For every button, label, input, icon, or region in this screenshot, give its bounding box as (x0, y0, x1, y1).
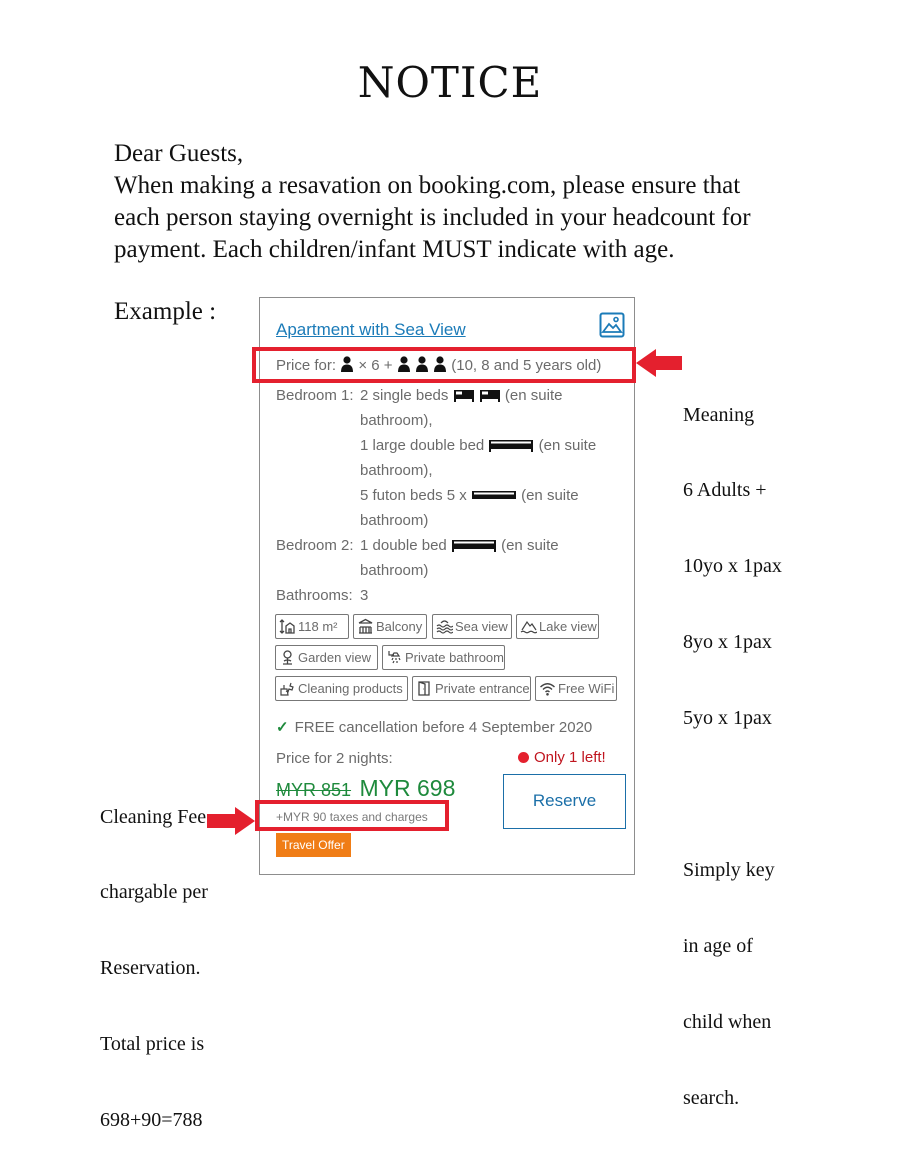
bed-line (360, 487, 579, 504)
note-line: 6 Adults + (683, 479, 767, 502)
arrow-left-icon (636, 348, 682, 378)
cleaning-fee-note (100, 754, 208, 1159)
bed-suffix: (en suite (504, 387, 563, 404)
intro-line-2: each person staying overnight is included in your headcount for (114, 204, 751, 231)
bed-continuation: bathroom) (360, 562, 429, 579)
arrow-right-icon (207, 807, 255, 835)
note-spacer (683, 782, 782, 807)
intro-paragraph (114, 138, 834, 266)
example-label: Example : (114, 298, 217, 325)
checkmark-icon: ✓ (276, 719, 289, 736)
adults-multiplier: × 6 + (358, 357, 393, 374)
bed-line (360, 437, 596, 454)
double-bed-icon (451, 538, 497, 552)
facility-label: Lake view (539, 619, 597, 634)
intro-line-3: payment. Each children/infant MUST indicate with age. (114, 236, 675, 263)
bed-continuation: bathroom) (360, 512, 429, 529)
free-cancellation (276, 718, 592, 736)
bed-suffix: (en suite (521, 487, 579, 504)
photo-gallery-icon[interactable] (599, 312, 625, 343)
bedroom-2-label: Bedroom 2: (276, 537, 354, 554)
shower-icon (386, 649, 403, 666)
facility-label: Private entrance (435, 681, 530, 696)
facility-tag-free-wifi (535, 676, 617, 701)
facility-tag-lake-view (516, 614, 599, 639)
note-line: search. (683, 1086, 740, 1109)
facility-label: Free WiFi (558, 681, 615, 696)
futon-bed-icon (471, 488, 517, 502)
only-left-text: Only 1 left! (534, 749, 606, 766)
facility-tag-balcony (353, 614, 427, 639)
facility-tag-garden-view (275, 645, 378, 670)
note-line: Cleaning Fee (100, 805, 207, 828)
bed-text: 1 double bed (360, 537, 447, 554)
availability-warning (518, 749, 606, 766)
note-line: chargable per (100, 881, 208, 904)
red-dot-icon (518, 752, 529, 763)
facility-tag-sea-view (432, 614, 512, 639)
facility-label: 118 m² (298, 619, 338, 634)
wifi-icon (539, 680, 556, 697)
room-size-icon (279, 618, 296, 635)
door-icon (416, 680, 433, 697)
apartment-link[interactable]: Apartment with Sea View (276, 320, 466, 339)
bedroom-2-row (276, 537, 559, 554)
large-double-bed-icon (488, 438, 534, 452)
note-line: Simply key (683, 858, 775, 881)
single-bed-icon (479, 388, 501, 402)
note-line: 10yo x 1pax (683, 555, 782, 578)
bathrooms-row (276, 587, 368, 604)
intro-line-1: When making a resavation on booking.com, please ensure that (114, 172, 741, 199)
taxes-highlight-box (255, 800, 449, 831)
free-cancellation-text: FREE cancellation before 4 September 2020 (294, 719, 593, 736)
bathrooms-label: Bathrooms: (276, 587, 353, 604)
bedroom-1-label: Bedroom 1: (276, 387, 354, 404)
taxes-text: +MYR 90 taxes and charges (276, 810, 428, 824)
meaning-note (683, 352, 782, 1136)
bed-continuation: bathroom), (360, 412, 433, 429)
new-price: MYR 698 (359, 775, 456, 801)
bathrooms-value: 3 (360, 587, 369, 604)
bed-text: 2 single beds (360, 387, 449, 404)
note-line: child when (683, 1010, 772, 1033)
note-line: 8yo x 1pax (683, 631, 772, 654)
bed-suffix: (en suite (538, 437, 597, 454)
sea-view-icon (436, 618, 453, 635)
facility-label: Balcony (376, 619, 423, 634)
bed-continuation: bathroom), (360, 462, 433, 479)
price-block (276, 775, 455, 802)
children-ages: (10, 8 and 5 years old) (451, 357, 602, 374)
bed-suffix: (en suite (501, 537, 559, 554)
facility-tag-private-bathroom (382, 645, 505, 670)
facility-label: Cleaning products (298, 681, 403, 696)
note-line: 698+90=788 (100, 1109, 203, 1132)
bedroom-1-row (276, 387, 562, 404)
note-line: 5yo x 1pax (683, 707, 772, 730)
facility-tag-private-entrance (412, 676, 531, 701)
cleaning-products-icon (279, 680, 296, 697)
note-line: Reservation. (100, 957, 201, 980)
note-line: in age of (683, 934, 753, 957)
facility-label: Garden view (298, 650, 371, 665)
single-bed-icon (453, 388, 475, 402)
garden-view-icon (279, 649, 296, 666)
bed-text: 1 large double bed (360, 437, 485, 454)
travel-offer-badge: Travel Offer (276, 833, 351, 857)
listing-card (259, 297, 635, 875)
price-nights-label: Price for 2 nights: (276, 750, 393, 767)
greeting: Dear Guests, (114, 140, 244, 167)
facility-label: Sea view (455, 619, 508, 634)
note-line: Meaning (683, 403, 755, 426)
facility-label: Private bathroom (405, 650, 504, 665)
balcony-icon (357, 618, 374, 635)
notice-title: NOTICE (357, 58, 543, 107)
bed-text: 5 futon beds 5 x (360, 487, 467, 504)
price-for-label: Price for: (276, 357, 337, 374)
facility-tag-cleaning-products (275, 676, 408, 701)
lake-view-icon (520, 618, 537, 635)
old-price: MYR 851 (276, 780, 352, 800)
reserve-button[interactable]: Reserve (503, 774, 626, 829)
price-for-highlight-box (252, 347, 636, 383)
note-line: Total price is (100, 1033, 205, 1056)
facility-tag-size (275, 614, 349, 639)
